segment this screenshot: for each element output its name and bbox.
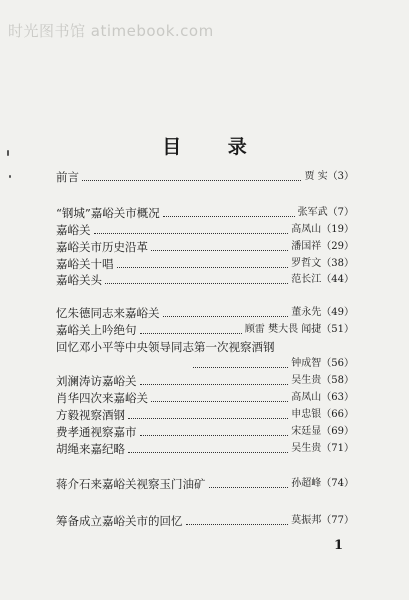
entry-title: 嘉峪关头 xyxy=(56,273,102,287)
dot-leader xyxy=(82,180,301,181)
scan-speck xyxy=(7,150,9,156)
toc-entry xyxy=(56,222,354,238)
entry-title: 筹备成立嘉峪关市的回忆 xyxy=(56,514,183,528)
entry-title: 费孝通视察嘉市 xyxy=(56,425,137,439)
entry-author: 潘国祥 xyxy=(291,241,322,252)
entry-author: 贾 实 xyxy=(304,171,328,182)
toc-entry xyxy=(56,305,354,321)
toc-entry xyxy=(56,322,354,338)
entry-page: （66） xyxy=(321,409,354,420)
entry-author: 张军武 xyxy=(297,207,328,218)
toc-entry xyxy=(56,205,354,221)
entry-author: 高凤山 xyxy=(291,392,322,403)
entry-title: 嘉峪关十唱 xyxy=(56,257,114,271)
toc-entry xyxy=(56,441,354,457)
entry-author: 顾雷 樊大畏 闻捷 xyxy=(244,324,322,335)
entry-author: 孙超峰 xyxy=(291,478,322,489)
entry-page: （29） xyxy=(321,241,354,252)
toc-entry xyxy=(56,476,354,492)
page-number: 1 xyxy=(333,538,343,553)
entry-author: 莫振邦 xyxy=(291,515,322,526)
entry-title: 前言 xyxy=(56,170,79,184)
toc-entry xyxy=(56,256,354,272)
toc-entry xyxy=(56,424,354,440)
entry-page: （69） xyxy=(321,426,354,437)
entry-page: （58） xyxy=(321,375,354,386)
entry-title: 嘉峪关上吟绝句 xyxy=(56,323,137,337)
entry-page: （51） xyxy=(321,324,354,335)
entry-title: 忆朱德同志来嘉峪关 xyxy=(56,306,160,320)
entry-title: 蒋介石来嘉峪关视察玉门油矿 xyxy=(56,477,206,491)
dot-leader xyxy=(140,384,289,385)
dot-leader xyxy=(151,401,288,402)
dot-leader xyxy=(186,524,289,525)
dot-leader xyxy=(128,418,288,419)
dot-leader xyxy=(140,435,289,436)
dot-leader xyxy=(193,367,288,368)
entry-title: 嘉峪关 xyxy=(56,223,91,237)
dot-leader xyxy=(105,283,288,284)
entry-author: 罗哲文 xyxy=(291,258,322,269)
entry-page: （7） xyxy=(327,207,354,218)
entry-page: （44） xyxy=(321,274,354,285)
entry-author: 董永先 xyxy=(291,307,322,318)
entry-page: （71） xyxy=(321,443,354,454)
entry-title: 嘉峪关市历史沿革 xyxy=(56,240,148,254)
entry-author: 吴生贵 xyxy=(291,443,322,454)
entry-title: 胡绳来嘉纪略 xyxy=(56,442,125,456)
entry-author: 宋廷显 xyxy=(291,426,322,437)
entry-page: （3） xyxy=(327,171,354,182)
watermark: 时光图书馆 atimebook.com xyxy=(8,22,214,40)
scan-speck xyxy=(9,175,11,178)
entry-author: 高凤山 xyxy=(291,224,322,235)
entry-author: 吴生贵 xyxy=(291,375,322,386)
entry-title: 刘澜涛访嘉峪关 xyxy=(56,374,137,388)
page-title: 目 录 xyxy=(162,136,267,158)
toc-entry xyxy=(56,513,354,529)
dot-leader xyxy=(163,216,295,217)
entry-page: （77） xyxy=(321,515,354,526)
entry-author: 钟成智 xyxy=(291,358,322,369)
entry-title: 肖华四次来嘉峪关 xyxy=(56,391,148,405)
toc-entry-title-wrapped: 回忆邓小平等中央领导同志第一次视察酒钢 xyxy=(56,340,275,354)
toc-entry xyxy=(190,356,354,372)
toc-entry xyxy=(56,272,354,288)
dot-leader xyxy=(151,250,288,251)
entry-page: （56） xyxy=(321,358,354,369)
entry-page: （63） xyxy=(321,392,354,403)
entry-page: （49） xyxy=(321,307,354,318)
entry-title: 方毅视察酒钢 xyxy=(56,408,125,422)
dot-leader xyxy=(140,333,242,334)
entry-author: 范长江 xyxy=(291,274,322,285)
toc-entry xyxy=(56,373,354,389)
toc-entry xyxy=(56,239,354,255)
dot-leader xyxy=(117,267,289,268)
entry-page: （38） xyxy=(321,258,354,269)
dot-leader xyxy=(128,452,288,453)
toc-entry xyxy=(56,407,354,423)
toc-entry xyxy=(56,390,354,406)
entry-page: （74） xyxy=(321,478,354,489)
dot-leader xyxy=(94,233,289,234)
entry-title: “钢城”嘉峪关市概况 xyxy=(56,206,160,220)
dot-leader xyxy=(163,316,289,317)
dot-leader xyxy=(209,487,289,488)
toc-entry xyxy=(56,169,354,185)
entry-author: 申忠银 xyxy=(291,409,322,420)
entry-page: （19） xyxy=(321,224,354,235)
